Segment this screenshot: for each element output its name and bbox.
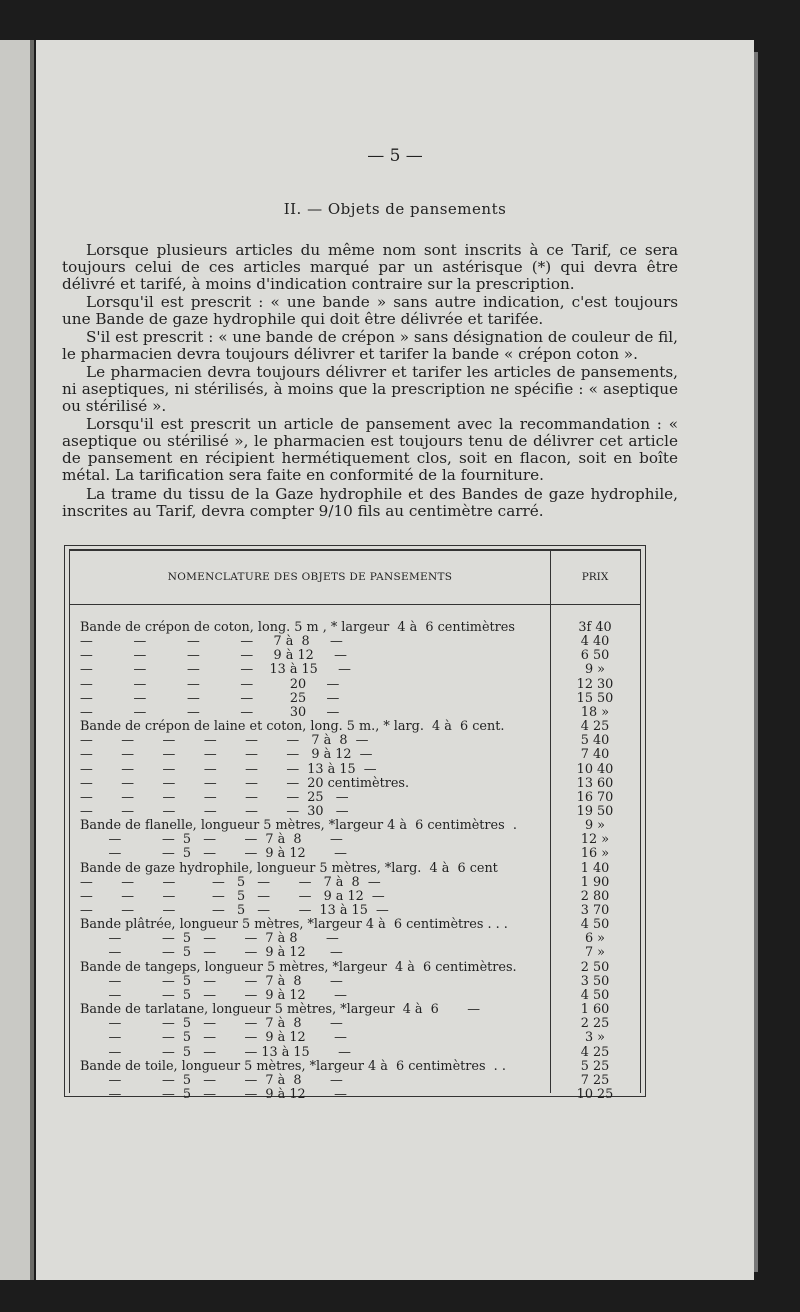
table-row-label: — — — — — — 9 à 12 — xyxy=(80,747,373,763)
paragraph: Lorsqu'il est prescrit un article de pansement avec la recommandation : « aseptique ou stérilisé », le pharmacien est toujours tenu de délivrer cet article de pansement en récipient hermétiquement clos, soit en flacon, soit en boîte métal. La tarification sera faite en conformité de la fourniture. xyxy=(62,415,678,484)
table-row-price: 3 70 xyxy=(580,903,610,918)
paragraph: Lorsqu'il est prescrit : « une bande » sans autre indication, c'est toujours une Bande de gaze hydrophile qui doit être délivrée et tarifée. xyxy=(62,293,678,328)
table-row-price: 4 25 xyxy=(580,719,610,735)
table-row-label: Bande de flanelle, longueur 5 mètres, *largeur 4 à 6 centimètres . xyxy=(80,818,517,834)
table-row-label: — — — — 5 — — 9 a 12 — xyxy=(80,888,385,904)
table-row-label: Bande de crépon de laine et coton, long. 5 m., * larg. 4 à 6 cent. xyxy=(80,719,505,735)
table-row-price: 4 50 xyxy=(580,917,610,933)
table-row-label: — — — — 5 — — 7 à 8 — xyxy=(80,874,381,890)
table-row-price: 1 90 xyxy=(580,874,610,890)
table-row-label: — — — — — — 13 à 15 — xyxy=(80,761,377,777)
table-row-label: — — 5 — — 9 à 12 — xyxy=(80,1086,347,1102)
table-row-label: — — 5 — — 9 à 12 — xyxy=(80,945,343,961)
paragraph: Lorsque plusieurs articles du même nom sont inscrits à ce Tarif, ce sera toujours celui de ces articles marqué par un astérisque (*) qui devra être délivré et tarifé, à moins d'indication contraire sur la prescription. xyxy=(62,241,678,293)
table-row-price: 6 » xyxy=(584,931,606,947)
table-row-price: 9 » xyxy=(584,662,606,678)
table-row-label: Bande de toile, longueur 5 mètres, *largeur 4 à 6 centimètres . . xyxy=(80,1058,506,1074)
table-row-label: Bande de gaze hydrophile, longueur 5 mètres, *larg. 4 à 6 cent xyxy=(80,860,498,876)
left-page-edge xyxy=(0,40,34,1280)
table-row-label: — — 5 — — 9 à 12 — xyxy=(80,1030,347,1046)
table-row-price: 7 25 xyxy=(580,1072,610,1088)
table-row-price: 12 » xyxy=(580,832,610,848)
table-row-label: Bande de crépon de coton, long. 5 m , * largeur 4 à 6 centimètres xyxy=(80,620,515,635)
header-prix: PRIX xyxy=(581,571,609,583)
table-row-price: 3f 40 xyxy=(578,620,612,635)
table-row-label: — — — — — — 7 à 8 — xyxy=(80,733,369,749)
table-row-label: — — — — — — 20 centimètres. xyxy=(80,775,410,791)
table-row-price: 18 » xyxy=(580,704,610,720)
table-row-price: 5 25 xyxy=(580,1058,610,1074)
table-row-price: 2 50 xyxy=(580,959,610,975)
section-title: II. — Objets de pansements xyxy=(283,200,507,218)
table-row-label: Bande de tarlatane, longueur 5 mètres, *largeur 4 à 6 — xyxy=(80,1002,481,1018)
table-row-label: — — — — 13 à 15 — xyxy=(80,662,351,678)
table-row-label: Bande de tangeps, longueur 5 mètres, *largeur 4 à 6 centimètres. xyxy=(80,959,517,975)
table-row-price: 10 25 xyxy=(576,1086,614,1102)
table-row-price: 6 50 xyxy=(580,648,610,664)
table-row-price: 2 25 xyxy=(580,1016,610,1032)
table-row-label: — — 5 — — 7 à 8 — xyxy=(80,973,343,989)
table-row-label: Bande plâtrée, longueur 5 mètres, *largeur 4 à 6 centimètres . . . xyxy=(80,917,508,933)
table-row-label: — — — — 20 — xyxy=(80,676,340,692)
table-row-label: — — 5 — — 13 à 15 — xyxy=(80,1044,351,1060)
table-row-price: 12 30 xyxy=(576,676,614,692)
table-row-price: 9 » xyxy=(584,818,606,834)
table-row-label: — — — — 25 — xyxy=(80,690,340,706)
table-row-label: — — — — 9 à 12 — xyxy=(80,648,347,664)
table-row-price: 4 25 xyxy=(580,1044,610,1060)
table-row-price: 7 40 xyxy=(580,747,610,763)
table-row-label: — — — — — — 30 — xyxy=(80,803,349,819)
table-row-price: 1 60 xyxy=(580,1002,610,1018)
price-table xyxy=(64,545,646,1102)
table-row-label: — — 5 — — 9 à 12 — xyxy=(80,846,347,862)
table-row-price: 4 40 xyxy=(580,634,610,650)
table-row-price: 16 » xyxy=(580,846,610,862)
page-number: — 5 — xyxy=(367,146,423,166)
table-row-label: — — 5 — — 7 à 8 — xyxy=(80,832,343,848)
table-row-price: 5 40 xyxy=(580,733,610,749)
header-nomenclature: NOMENCLATURE DES OBJETS DE PANSEMENTS xyxy=(167,571,453,583)
table-row-label: — — 5 — — 7 à 8 — xyxy=(80,931,339,947)
table-row-price: 16 70 xyxy=(576,789,614,805)
table-row-label: — — 5 — — 9 à 12 — xyxy=(80,987,347,1003)
table-row-price: 1 40 xyxy=(580,860,610,876)
table-row-label: — — 5 — — 7 à 8 — xyxy=(80,1072,343,1088)
table-row-price: 15 50 xyxy=(576,690,614,706)
paragraph: S'il est prescrit : « une bande de crépon » sans désignation de couleur de fil, le pharmacien devra toujours délivrer et tarifer la bande « crépon coton ». xyxy=(62,328,678,363)
table-row-price: 3 » xyxy=(584,1030,606,1046)
table-frame xyxy=(69,549,641,1102)
header-rule xyxy=(70,604,640,605)
paragraph: Le pharmacien devra toujours délivrer et tarifer les articles de pansements, ni aseptiques, ni stérilisés, à moins que la prescription ne spécifie : « aseptique ou stérilisé ». xyxy=(62,363,678,415)
table-row-price: 10 40 xyxy=(576,761,614,777)
table-row-price: 19 50 xyxy=(576,803,614,819)
paragraph: La trame du tissu de la Gaze hydrophile et des Bandes de gaze hydrophile, inscrites au Tarif, devra compter 9/10 fils au centimètre carré. xyxy=(62,485,678,520)
table-row-label: — — — — — — 25 — xyxy=(80,789,349,805)
table-row-price: 13 60 xyxy=(576,775,614,791)
table-row-label: — — — — 7 à 8 — xyxy=(80,634,343,650)
table-row-price: 4 50 xyxy=(580,987,610,1003)
document-page xyxy=(36,40,754,1280)
table-row-price: 3 50 xyxy=(580,973,610,989)
table-row-price: 2 80 xyxy=(580,888,610,904)
table-row-label: — — — — 30 — xyxy=(80,704,340,720)
table-row-price: 7 » xyxy=(584,945,606,961)
table-row-label: — — — — 5 — — 13 à 15 — xyxy=(80,903,389,918)
table-row-label: — — 5 — — 7 à 8 — xyxy=(80,1016,343,1032)
